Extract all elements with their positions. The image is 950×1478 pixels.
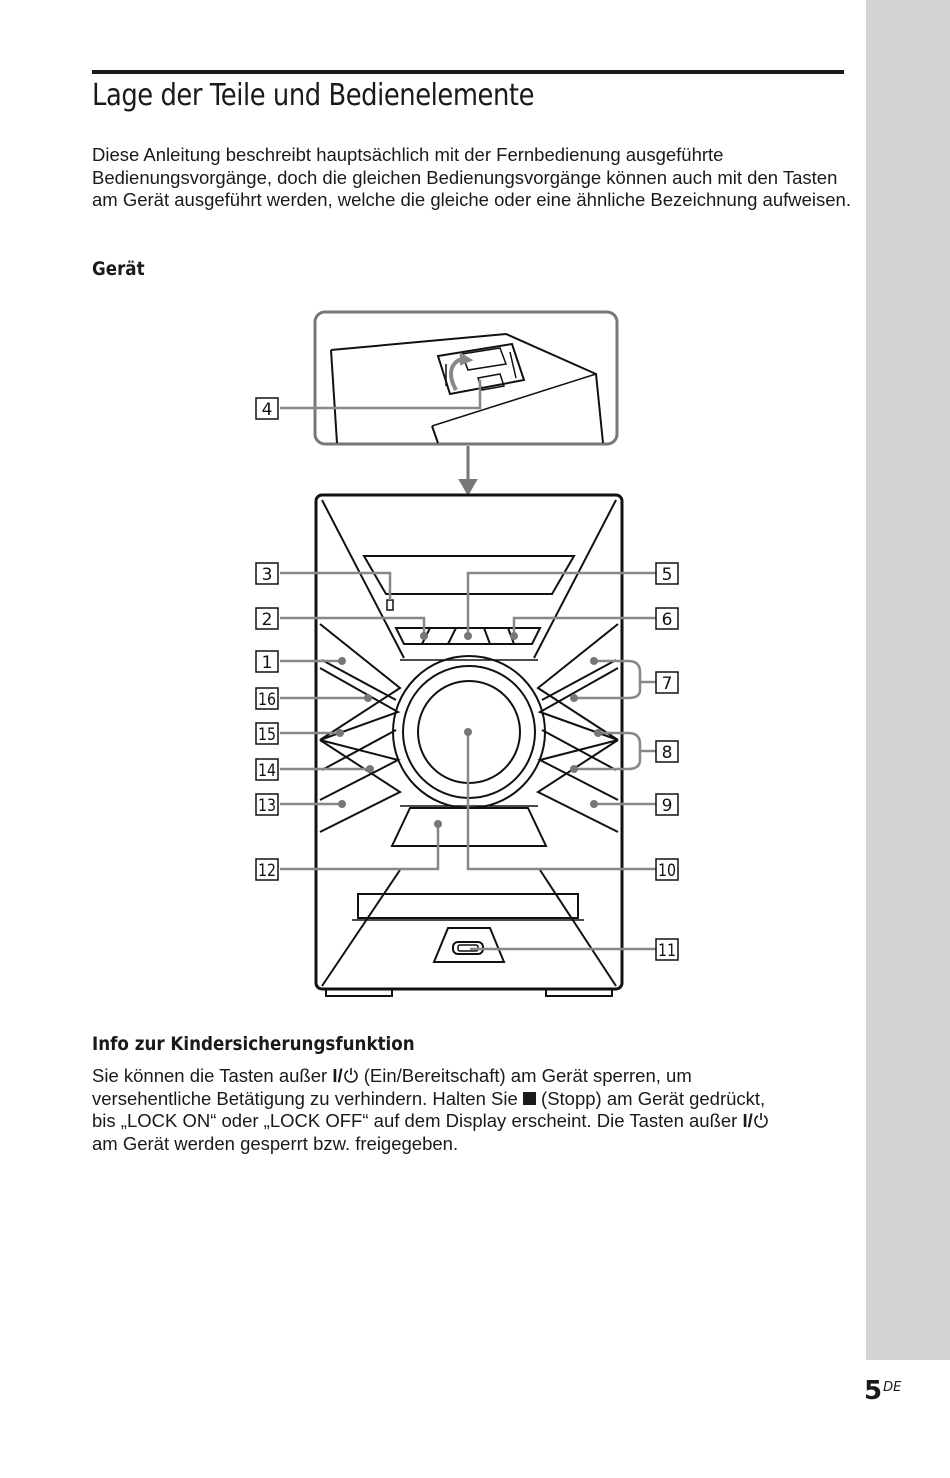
page-number-value: 5: [864, 1376, 883, 1406]
page-language-code: DE: [883, 1380, 902, 1395]
callout-15: 15: [258, 725, 276, 745]
callout-11: 11: [658, 941, 676, 961]
child-lock-paragraph: [92, 1065, 852, 1155]
callout-13: 13: [258, 796, 276, 816]
page-title: Lage der Teile und Bedienelemente: [92, 78, 535, 113]
callout-10: 10: [658, 861, 676, 881]
callout-16: 16: [258, 690, 276, 710]
child-lock-line2: versehentliche Betätigung zu verhindern. Halten Sie (Stopp) am Gerät gedrückt,: [92, 1087, 766, 1109]
callout-6: 6: [661, 610, 673, 630]
stop-icon: [523, 1092, 536, 1105]
child-lock-line3: bis „LOCK ON“ oder „LOCK OFF“ auf dem Display erscheint. Die Tasten außer I/: [92, 1110, 769, 1131]
child-lock-line4: am Gerät werden gesperrt bzw. freigegeben.: [92, 1132, 459, 1154]
callout-4: 4: [261, 400, 273, 420]
callout-8: 8: [661, 743, 673, 763]
callout-5: 5: [661, 565, 673, 585]
intro-paragraph: Diese Anleitung beschreibt hauptsächlich mit der Fernbedienung ausgeführte Bedienungsvorgänge, doch die gleichen Bedienungsvorgänge können auch mit den Tasten am Gerät ausgeführt werden, welche die gleiche oder eine ähnliche Bezeichnung aufweisen.: [92, 144, 851, 210]
page-number: [864, 1376, 901, 1406]
callout-7: 7: [661, 674, 673, 694]
power-standby-icon: [343, 1067, 359, 1083]
callout-3: 3: [261, 565, 273, 585]
callout-9: 9: [661, 796, 673, 816]
callout-1: 1: [261, 653, 273, 673]
callout-14: 14: [258, 761, 276, 781]
child-lock-line1: Sie können die Tasten außer I/ (Ein/Bereitschaft) am Gerät sperren, um: [92, 1065, 692, 1086]
section-heading-device: Gerät: [92, 258, 145, 280]
power-standby-icon: [753, 1112, 769, 1128]
child-lock-heading: Info zur Kindersicherungsfunktion: [92, 1033, 415, 1055]
callout-12: 12: [258, 861, 276, 881]
callout-2: 2: [261, 610, 273, 630]
